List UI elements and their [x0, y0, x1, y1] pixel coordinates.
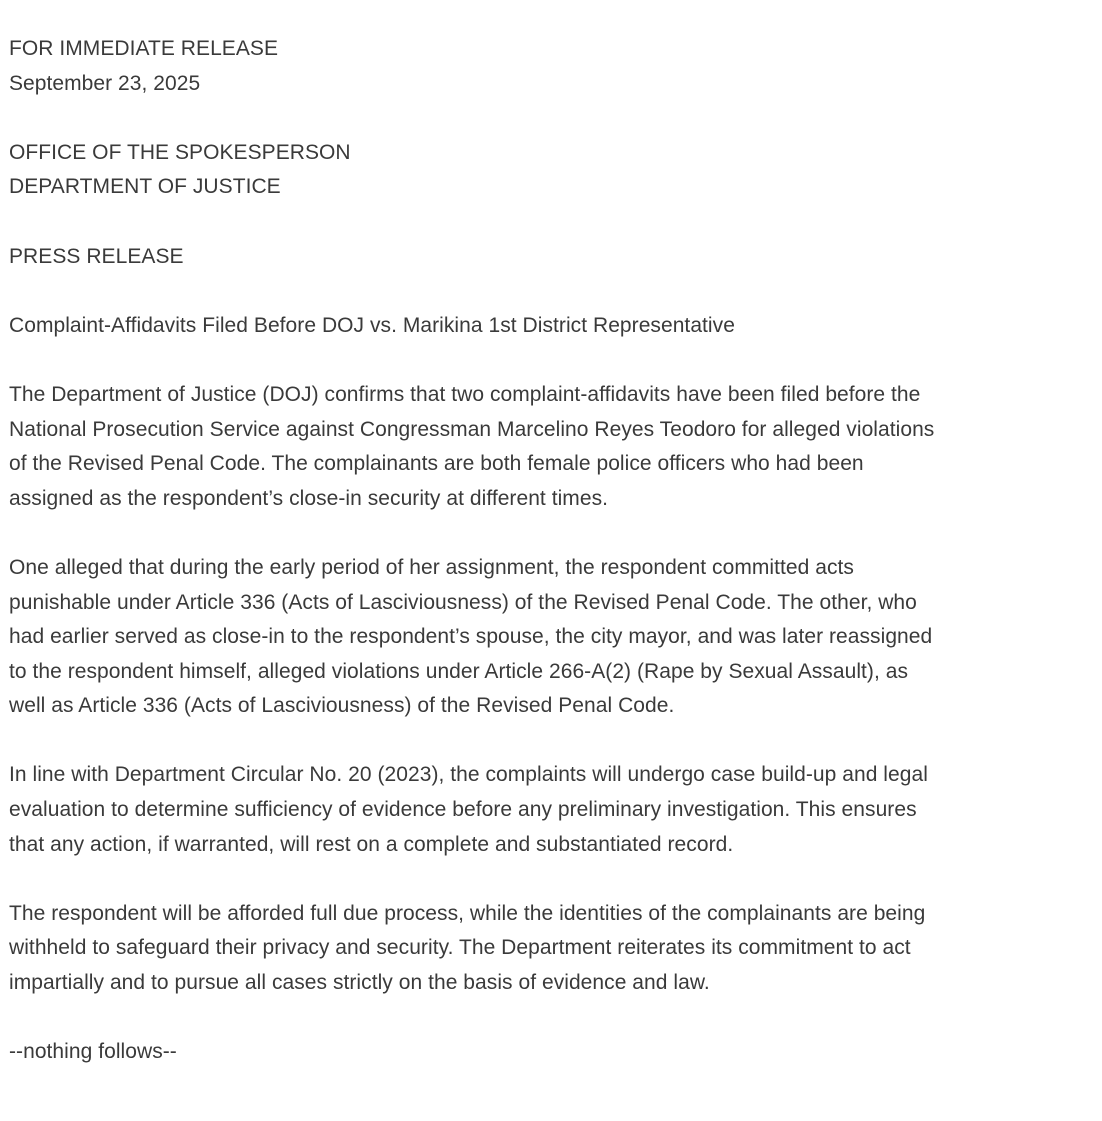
paragraph-4: [9, 897, 1089, 1001]
paragraph-2: [9, 551, 1089, 724]
release-date: September 23, 2025: [9, 71, 201, 95]
release-label: FOR IMMEDIATE RELEASE: [9, 37, 279, 60]
paragraph-line: of the Revised Penal Code. The complainants are both female police officers who had been: [9, 452, 864, 476]
paragraph-line: The Department of Justice (DOJ) confirms that two complaint-affidavits have been filed before the: [9, 382, 921, 406]
paragraph-line: evaluation to determine sufficiency of evidence before any preliminary investigation. This ensures: [9, 798, 917, 822]
paragraph-line: One alleged that during the early period of her assignment, the respondent committed acts: [9, 555, 854, 579]
paragraph-1: [9, 378, 1089, 516]
footer-marker: [9, 1035, 1089, 1070]
press-release-document: [9, 32, 1089, 1070]
office-spokesperson: OFFICE OF THE SPOKESPERSON: [9, 140, 351, 164]
paragraph-line: punishable under Article 336 (Acts of Lasciviousness) of the Revised Penal Code. The other, who: [9, 590, 917, 614]
document-type-label: PRESS RELEASE: [9, 244, 184, 268]
paragraph-line: well as Article 336 (Acts of Lasciviousness) of the Revised Penal Code.: [9, 694, 675, 718]
office-block: [9, 136, 1089, 205]
paragraph-line: National Prosecution Service against Congressman Marcelino Reyes Teodoro for alleged violations: [9, 417, 935, 441]
release-title-text: Complaint-Affidavits Filed Before DOJ vs. Marikina 1st District Representative: [9, 313, 735, 337]
paragraph-3: [9, 758, 1089, 862]
paragraph-line: that any action, if warranted, will rest on a complete and substantiated record.: [9, 832, 734, 856]
paragraph-line: impartially and to pursue all cases strictly on the basis of evidence and law.: [9, 971, 710, 995]
nothing-follows: --nothing follows--: [9, 1040, 177, 1064]
office-department: DEPARTMENT OF JUSTICE: [9, 175, 281, 199]
paragraph-line: In line with Department Circular No. 20 (2023), the complaints will undergo case build-up and legal: [9, 763, 928, 787]
document-type: [9, 240, 1089, 275]
paragraph-line: The respondent will be afforded full due process, while the identities of the complainants are being: [9, 901, 926, 925]
release-header: [9, 32, 1089, 101]
release-title: [9, 309, 1089, 344]
paragraph-line: had earlier served as close-in to the respondent’s spouse, the city mayor, and was later reassigned: [9, 625, 933, 649]
paragraph-line: withheld to safeguard their privacy and security. The Department reiterates its commitment to act: [9, 936, 911, 960]
paragraph-line: assigned as the respondent’s close-in security at different times.: [9, 486, 609, 510]
paragraph-line: to the respondent himself, alleged violations under Article 266-A(2) (Rape by Sexual Assault), as: [9, 659, 909, 683]
